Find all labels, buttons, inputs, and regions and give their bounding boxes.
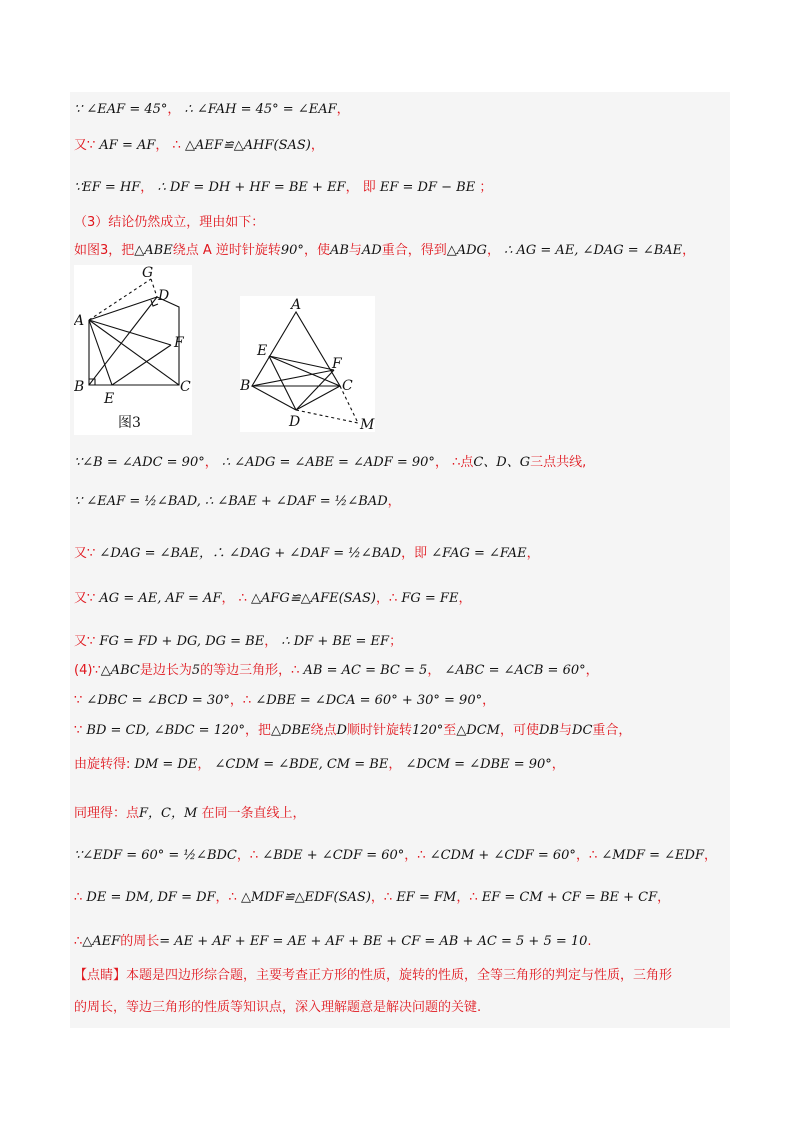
l18-a: ∴ xyxy=(74,934,83,949)
l8-e: ， xyxy=(526,546,540,561)
l5-j: △ADG xyxy=(446,243,487,258)
l14-a: 由旋转得: xyxy=(74,757,131,772)
l9-c: △AFG≌△AFE(SAS) xyxy=(251,591,376,606)
l14-f: ∠DCM = ∠DBE = 90° xyxy=(405,757,552,772)
line-20 xyxy=(74,996,481,1015)
l13-f: D xyxy=(336,723,347,738)
l11-e: 的等边三角形，∴ xyxy=(200,663,300,678)
l3-e: ； xyxy=(479,180,493,195)
fig4-line-DM xyxy=(296,410,358,423)
l13-o: 重合， xyxy=(592,723,632,738)
l9-pre: 又∵ xyxy=(74,591,96,606)
l10-c: ； xyxy=(389,634,403,649)
fig4-label-C: C xyxy=(342,378,353,394)
l5-c: 绕点 A 逆时针旋转 xyxy=(172,243,281,258)
l18-e: . xyxy=(587,934,592,949)
l6-a: ∵∠B = ∠ADC = 90° xyxy=(74,455,205,470)
l8-a: ∠DAG = ∠BAE xyxy=(99,546,199,561)
line-2: 又∵ AF = AF， ∴ △AEF≌△AHF(SAS)， xyxy=(74,138,324,153)
fig3-line-GD xyxy=(151,279,157,297)
l7-b: ， xyxy=(387,494,401,509)
l8-d: ∠FAG = ∠FAE xyxy=(431,546,527,561)
l2-pre: 又∵ xyxy=(74,138,96,153)
l13-n: DC xyxy=(572,723,593,738)
l14-c: ， xyxy=(197,757,211,772)
l5-e: ，使 xyxy=(303,243,330,258)
line-11: (4)∵△ABC是边长为5的等边三角形，∴ AB = AC = BC = 5， ∠ABC = ∠ACB = 60°， xyxy=(74,663,599,678)
l14-g: ， xyxy=(551,757,565,772)
l10-a: FG = FD + DG, DG = BE xyxy=(99,634,265,649)
l17-i: ， xyxy=(657,890,671,905)
fig3-line-AD xyxy=(89,297,157,320)
figure-3-svg xyxy=(74,265,192,435)
l3-b: ∴ DF = DH + HF = BE + EF xyxy=(157,180,346,195)
l16-h: ， xyxy=(704,848,718,863)
fig4-line-CD xyxy=(296,386,340,410)
l12-d: ∠DBE = ∠DCA = 60° + 30° = 90° xyxy=(255,693,483,708)
l17-d: △MDF≌△EDF(SAS) xyxy=(240,890,371,905)
l13-m: 与 xyxy=(559,723,573,738)
l20-a: 的周长，等边三角形的性质等知识点，深入理解题意是解决问题的关键. xyxy=(74,1000,482,1015)
l2-b: ∴ xyxy=(172,138,181,153)
l18-b: △AEF xyxy=(82,934,121,949)
fig3-label-B: B xyxy=(74,379,85,395)
l16-d: ，∴ xyxy=(404,848,426,863)
l8-pre: 又∵ xyxy=(74,546,96,561)
l13-a: ∵ xyxy=(74,723,83,738)
l3-d: EF = DF − BE xyxy=(379,180,476,195)
fig3-line-AE xyxy=(89,320,112,385)
l16-f: ，∴ xyxy=(575,848,598,863)
fig3-label-E: E xyxy=(104,391,115,407)
line-16 xyxy=(74,844,717,863)
l8-b: ，∴ ∠DAG + ∠DAF = ½∠BAD xyxy=(199,546,402,561)
l11-h: ， xyxy=(585,663,599,678)
l9-d: ，∴ xyxy=(375,591,398,606)
line-9: 又∵ AG = AE, AF = AF， ∴ △AFG≌△AFE(SAS)，∴ FG = FE， xyxy=(74,591,472,606)
l5-g: 与 xyxy=(348,243,362,258)
line-14 xyxy=(74,753,565,772)
l11-f: AB = AC = BC = 5 xyxy=(303,663,428,678)
fig3-line-EF xyxy=(112,345,171,385)
l3-c: 即 xyxy=(362,180,376,195)
line-3: ∵EF = HF， ∴ DF = DH + HF = BE + EF， 即 EF = DF − BE ； xyxy=(74,180,493,195)
l5-i: 重合，得到 xyxy=(381,243,447,258)
fig4-label-B: B xyxy=(240,378,251,394)
l18-d: = AE + AF + EF = AE + AF + BE + CF = AB + AC = 5 + 5 = 10 xyxy=(159,934,588,949)
figure-3 xyxy=(74,265,192,435)
l15-a: 同理得：点 xyxy=(74,806,140,821)
l6-c: ∴点 xyxy=(452,455,474,470)
l17-g: ，∴ xyxy=(456,890,478,905)
l13-b: BD = CD, ∠BDC = 120° xyxy=(86,723,246,738)
l11-d: 5 xyxy=(191,663,201,678)
l5-a: 如图3，把 xyxy=(74,243,135,258)
l9-b: ∴ xyxy=(238,591,247,606)
l11-c: 是边长为 xyxy=(139,663,192,678)
l9-e: FG = FE xyxy=(401,591,459,606)
l5-l: ， xyxy=(682,243,696,258)
fig4-label-D: D xyxy=(289,414,301,430)
fig3-label-D: D xyxy=(158,288,170,304)
fig3-square-edges xyxy=(89,297,179,385)
l12-c: ，∴ xyxy=(229,693,252,708)
l14-d: ∠CDM = ∠BDE, CM = BE xyxy=(214,757,389,772)
l10-b: ∴ DF + BE = EF xyxy=(281,634,390,649)
l1-a: ∵ ∠EAF = 45° xyxy=(74,102,168,117)
line-13 xyxy=(74,719,631,738)
l13-j: △DCM xyxy=(456,723,500,738)
line-15 xyxy=(74,802,305,821)
l13-e: 绕点 xyxy=(310,723,337,738)
line-12 xyxy=(74,689,495,708)
l9-a: AG = AE, AF = AF xyxy=(99,591,222,606)
l13-k: ，可使 xyxy=(500,723,540,738)
l3-a: ∵EF = HF xyxy=(74,180,141,195)
l18-c: 的周长 xyxy=(120,934,160,949)
line-1: ∵ ∠EAF = 45°， ∴ ∠FAH = 45° = ∠EAF， xyxy=(74,102,350,117)
fig3-label-G: G xyxy=(142,265,154,281)
fig4-label-F: F xyxy=(332,356,342,372)
l5-h: AD xyxy=(361,243,382,258)
l13-i: 至 xyxy=(443,723,457,738)
l1-c: ， xyxy=(336,102,350,117)
l13-c: ，把 xyxy=(245,723,272,738)
line-5: 如图3，把△ABE绕点 A 逆时针旋转90°，使AB与AD重合，得到△ADG， ∴ AG = AE, ∠DAG = ∠BAE， xyxy=(74,243,696,258)
figure-4-svg xyxy=(240,296,375,432)
fig4-label-A: A xyxy=(291,297,302,313)
l11-g: ∠ABC = ∠ACB = 60° xyxy=(444,663,586,678)
l17-f: EF = FM xyxy=(396,890,457,905)
fig3-line-AC xyxy=(89,320,179,385)
l14-b: DM = DE xyxy=(134,757,198,772)
l8-c: ，即 xyxy=(401,546,428,561)
line-10: 又∵ FG = FD + DG, DG = BE， ∴ DF + BE = EF； xyxy=(74,634,403,649)
line-8 xyxy=(74,542,540,561)
line-19 xyxy=(74,964,672,983)
fig3-line-BD xyxy=(89,297,157,385)
l2-d: ， xyxy=(310,138,324,153)
l15-c: 在同一条直线上， xyxy=(201,806,306,821)
line-17 xyxy=(74,886,670,905)
l6-b: ∴ ∠ADG = ∠ABE = ∠ADF = 90° xyxy=(221,455,435,470)
l5-d: 90° xyxy=(280,243,304,258)
line-6: ∵∠B = ∠ADC = 90°， ∴ ∠ADG = ∠ABE = ∠ADF = 90°， ∴点C、D、G三点共线, xyxy=(74,455,587,470)
l17-c: ，∴ xyxy=(215,890,237,905)
line-7 xyxy=(74,490,401,509)
fig4-label-E: E xyxy=(257,343,268,359)
l5-f: AB xyxy=(329,243,349,258)
fig3-line-AG xyxy=(89,279,151,320)
l16-b: ，∴ xyxy=(236,848,259,863)
l17-b: DE = DM, DF = DF xyxy=(86,890,216,905)
l1-b: ∴ ∠FAH = 45° = ∠EAF xyxy=(184,102,337,117)
figure-4 xyxy=(240,296,375,432)
l12-b: ∠DBC = ∠BCD = 30° xyxy=(86,693,230,708)
line-18 xyxy=(74,930,592,949)
l11-a: (4)∵ xyxy=(74,663,101,678)
l16-e: ∠CDM + ∠CDF = 60° xyxy=(429,848,576,863)
fig4-label-M: M xyxy=(360,417,375,432)
l6-e: 三点共线, xyxy=(530,455,587,470)
l7-a: ∵ ∠EAF = ½∠BAD, ∴ ∠BAE + ∠DAF = ½∠BAD xyxy=(74,494,388,509)
l12-e: ， xyxy=(482,693,496,708)
l16-g: ∠MDF = ∠EDF xyxy=(601,848,704,863)
l5-b: △ABE xyxy=(134,243,173,258)
l2-c: △AEF≌△AHF(SAS) xyxy=(184,138,311,153)
fig4-line-ED xyxy=(269,356,296,410)
l2-a: AF = AF xyxy=(99,138,156,153)
fig4-line-EF xyxy=(269,356,334,370)
l13-g: 顺时针旋转 xyxy=(346,723,412,738)
l19-a: 【点睛】本题是四边形综合题，主要考查正方形的性质，旋转的性质，全等三角形的判定与性质，三角形 xyxy=(74,968,673,983)
l4-a: （3）结论仍然成立，理由如下： xyxy=(74,215,265,230)
l13-l: DB xyxy=(539,723,559,738)
fig3-label-F: F xyxy=(174,335,184,351)
l14-e: ， xyxy=(388,757,402,772)
l11-b: △ABC xyxy=(100,663,140,678)
l17-e: ，∴ xyxy=(370,890,393,905)
l12-a: ∵ xyxy=(74,693,83,708)
l10-pre: 又∵ xyxy=(74,634,96,649)
l16-c: ∠BDE + ∠CDF = 60° xyxy=(262,848,405,863)
line-4 xyxy=(74,211,264,230)
l9-f: ， xyxy=(458,591,472,606)
l13-d: △DBE xyxy=(271,723,311,738)
l16-a: ∵∠EDF = 60° = ½∠BDC xyxy=(74,848,237,863)
l13-h: 120° xyxy=(411,723,444,738)
l6-d: C、D、G xyxy=(473,455,531,470)
l17-h: EF = CM + CF = BE + CF xyxy=(481,890,658,905)
fig3-label-A: A xyxy=(74,313,85,329)
l17-a: ∴ xyxy=(74,890,83,905)
fig3-label-C: C xyxy=(180,379,191,395)
fig3-caption: 图3 xyxy=(118,415,141,431)
l5-k: ∴ AG = AE, ∠DAG = ∠BAE xyxy=(504,243,683,258)
l15-b: F，C，M xyxy=(139,806,198,821)
